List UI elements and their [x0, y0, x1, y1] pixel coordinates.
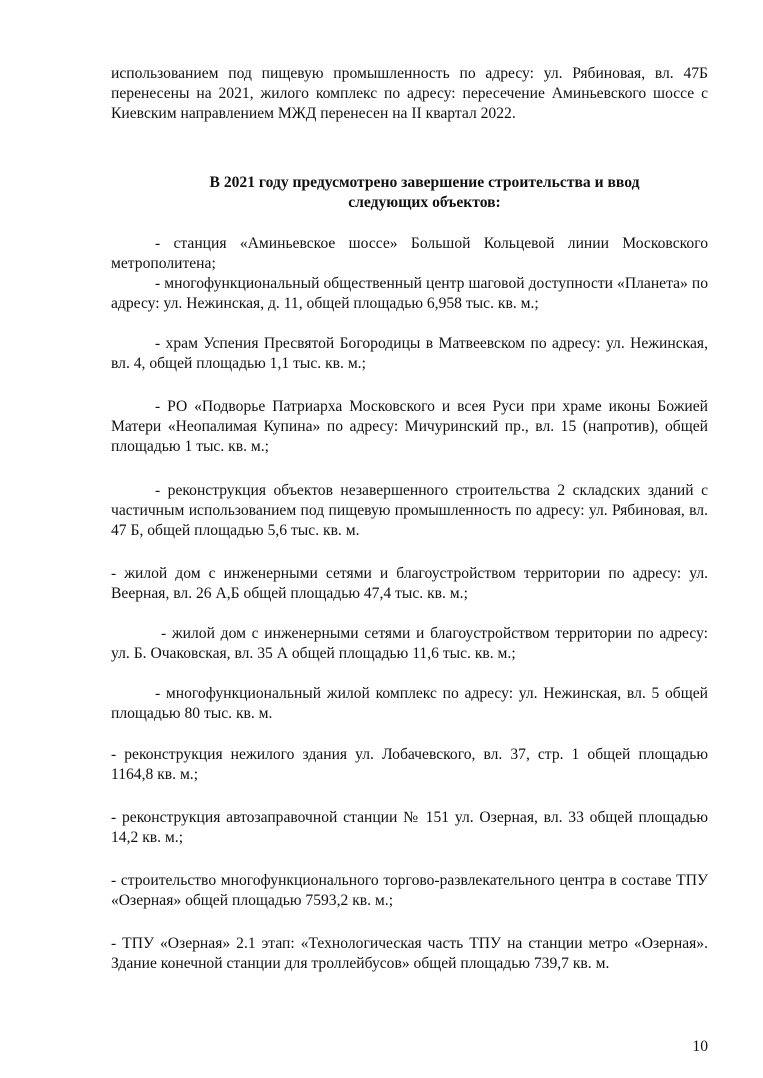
list-item-10: - реконструкция автозаправочной станции № 151 ул. Озерная, вл. 33 общей площадью 14,2 кв. м.; [111, 809, 708, 846]
list-item-9: - реконструкция нежилого здания ул. Лобачевского, вл. 37, стр. 1 общей площадью 1164,8 кв. м.; [111, 746, 708, 783]
intro-paragraph: использованием под пищевую промышленность по адресу: ул. Рябиновая, вл. 47Б перенесены на 2021, жилого комплекс по адресу: пересечение Аминьевского шоссе с Киевским направлением МЖД перенесен на II квартал 2022. [111, 65, 708, 122]
section-heading: В 2021 году предусмотрено завершение строительства и ввод следующих объектов: [209, 174, 640, 211]
list-item-4: - РО «Подворье Патриарха Московского и всея Руси при храме иконы Божией Матери «Неопалимая Купина» по адресу: Мичуринский пр., вл. 15 (напротив), общей площадью 1 тыс. кв. м.; [111, 398, 708, 455]
list-item-8: - многофункциональный жилой комплекс по адресу: ул. Нежинская, вл. 5 общей площадью 80 тыс. кв. м. [111, 685, 708, 722]
list-item-6: - жилой дом с инженерными сетями и благоустройством территории по адресу: ул. Веерная, вл. 26 А,Б общей площадью 47,4 тыс. кв. м.; [111, 565, 708, 602]
list-item-5: - реконструкция объектов незавершенного строительства 2 складских зданий с частичным использованием под пищевую промышленность по адресу: ул. Рябиновая, вл. 47 Б, общей площадью 5,6 тыс. кв. м. [111, 482, 708, 539]
page-number: 10 [692, 1038, 708, 1055]
list-item-11: - строительство многофункционального торгово-развлекательного центра в составе ТПУ «Озерная» общей площадью 7593,2 кв. м.; [111, 872, 708, 909]
list-item-3: - храм Успения Пресвятой Богородицы в Матвеевском по адресу: ул. Нежинская, вл. 4, общей площадью 1,1 тыс. кв. м.; [111, 335, 708, 372]
list-item-12: - ТПУ «Озерная» 2.1 этап: «Технологическая часть ТПУ на станции метро «Озерная». Здание конечной станции для троллейбусов» общей площадью 739,7 кв. м. [111, 935, 708, 972]
list-item-2: - многофункциональный общественный центр шаговой доступности «Планета» по адресу: ул. Нежинская, д. 11, общей площадью 6,958 тыс. кв. м.; [111, 275, 708, 312]
list-item-1: - станция «Аминьевское шоссе» Большой Кольцевой линии Московского метрополитена; [111, 235, 708, 272]
list-item-7: - жилой дом с инженерными сетями и благоустройством территории по адресу: ул. Б. Очаковская, вл. 35 А общей площадью 11,6 тыс. кв. м.; [111, 625, 708, 662]
